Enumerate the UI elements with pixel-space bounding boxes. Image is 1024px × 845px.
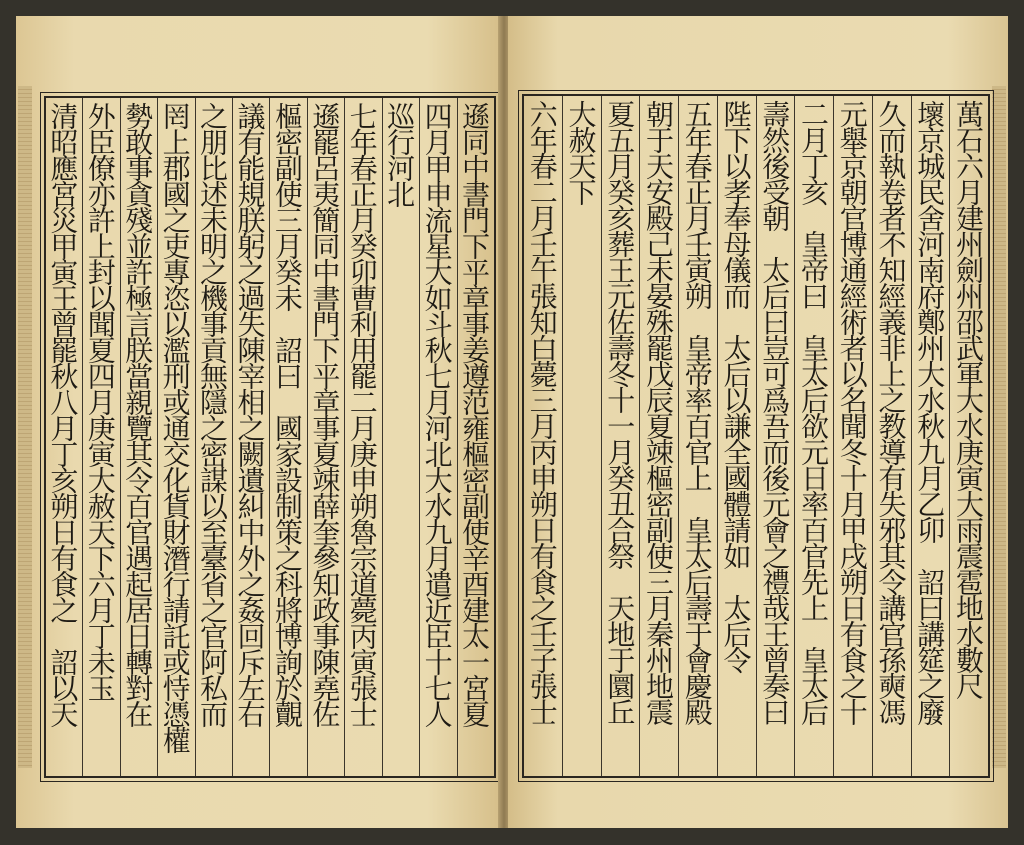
- right-page: [508, 16, 1008, 828]
- text-frame: [522, 94, 990, 778]
- text-column: 元舉京朝官博通經術者以名聞冬十月甲戌朔日有食之十: [833, 96, 872, 776]
- text-column: 五年春正月壬寅朔 皇帝率百官上 皇太后壽于會慶殿: [678, 96, 717, 776]
- open-book: [16, 16, 1008, 828]
- left-page: [16, 16, 500, 828]
- text-column: 樞密副使三月癸未 詔曰 國家設制策之科將博詢於覿: [269, 98, 306, 776]
- text-column: 久而執卷者不知經義非上之教導有失邪其令講官孫奭馮: [872, 96, 911, 776]
- text-column: 巡行河北: [382, 98, 419, 776]
- text-column: 大赦天下: [562, 96, 601, 776]
- text-column: 壞京城民舍河南府鄭州大水秋九月乙卯 詔曰講筵之廢: [911, 96, 950, 776]
- text-column: 萬石六月建州劍州邵武軍大水庚寅大雨震雹地水數尺: [949, 96, 988, 776]
- text-column: 外臣僚亦許上封以聞夏四月庚寅大赦天下六月丁未玉: [82, 98, 119, 776]
- text-frame: [44, 96, 496, 778]
- text-column: 之朋比述未明之機事貢無隱之密謀以至臺省之官阿私而: [195, 98, 232, 776]
- text-column: 朝于天安殿己未晏殊罷戊辰夏竦樞密副使三月秦州地震: [639, 96, 678, 776]
- text-column: 勢敢事貪殘並許極言朕當親覽其令百官遇起居日轉對在: [120, 98, 157, 776]
- text-column: 陛下以孝奉母儀而 太后以謙全國體請如 太后令: [717, 96, 756, 776]
- text-column: 夏五月癸亥葬王元佐壽冬十一月癸丑合祭 天地于圜丘: [601, 96, 640, 776]
- text-column: 四月甲申流星大如斗秋七月河北大水九月遣近臣十七人: [419, 98, 456, 776]
- text-column: 七年春正月癸卯曹利用罷二月庚申朔魯宗道薨丙寅張士: [344, 98, 381, 776]
- text-column: 六年春二月壬午張知白薨三月丙申朔日有食之壬子張士: [525, 100, 559, 724]
- text-columns: [46, 98, 494, 776]
- text-column: 罔上郡國之吏專恣以濫刑或通交化貨財潛行請託或恃憑權: [157, 98, 194, 776]
- text-column: 壽然後受朝 太后曰豈可爲吾而後元會之禮哉王曾奏曰: [756, 96, 795, 776]
- page-edge: [992, 86, 1006, 768]
- text-columns: [524, 96, 988, 776]
- text-column: 遜同中書門下平章事姜遵范雍樞密副使辛酉建太一宮夏: [457, 98, 494, 776]
- text-column: 二月丁亥 皇帝曰 皇太后欲元日率百官先上 皇太后: [794, 96, 833, 776]
- page-edge: [18, 86, 32, 768]
- text-column: 遜罷呂夷簡同中書門下平章事夏竦薛奎參知政事陳堯佐: [307, 98, 344, 776]
- text-column: 議有能規朕躬之過失陳宰相之闕遺糾中外之姦回斥左右: [232, 98, 269, 776]
- text-column: 清昭應宮災甲寅王曾罷秋八月丁亥朔日有食之 詔以天: [46, 102, 80, 726]
